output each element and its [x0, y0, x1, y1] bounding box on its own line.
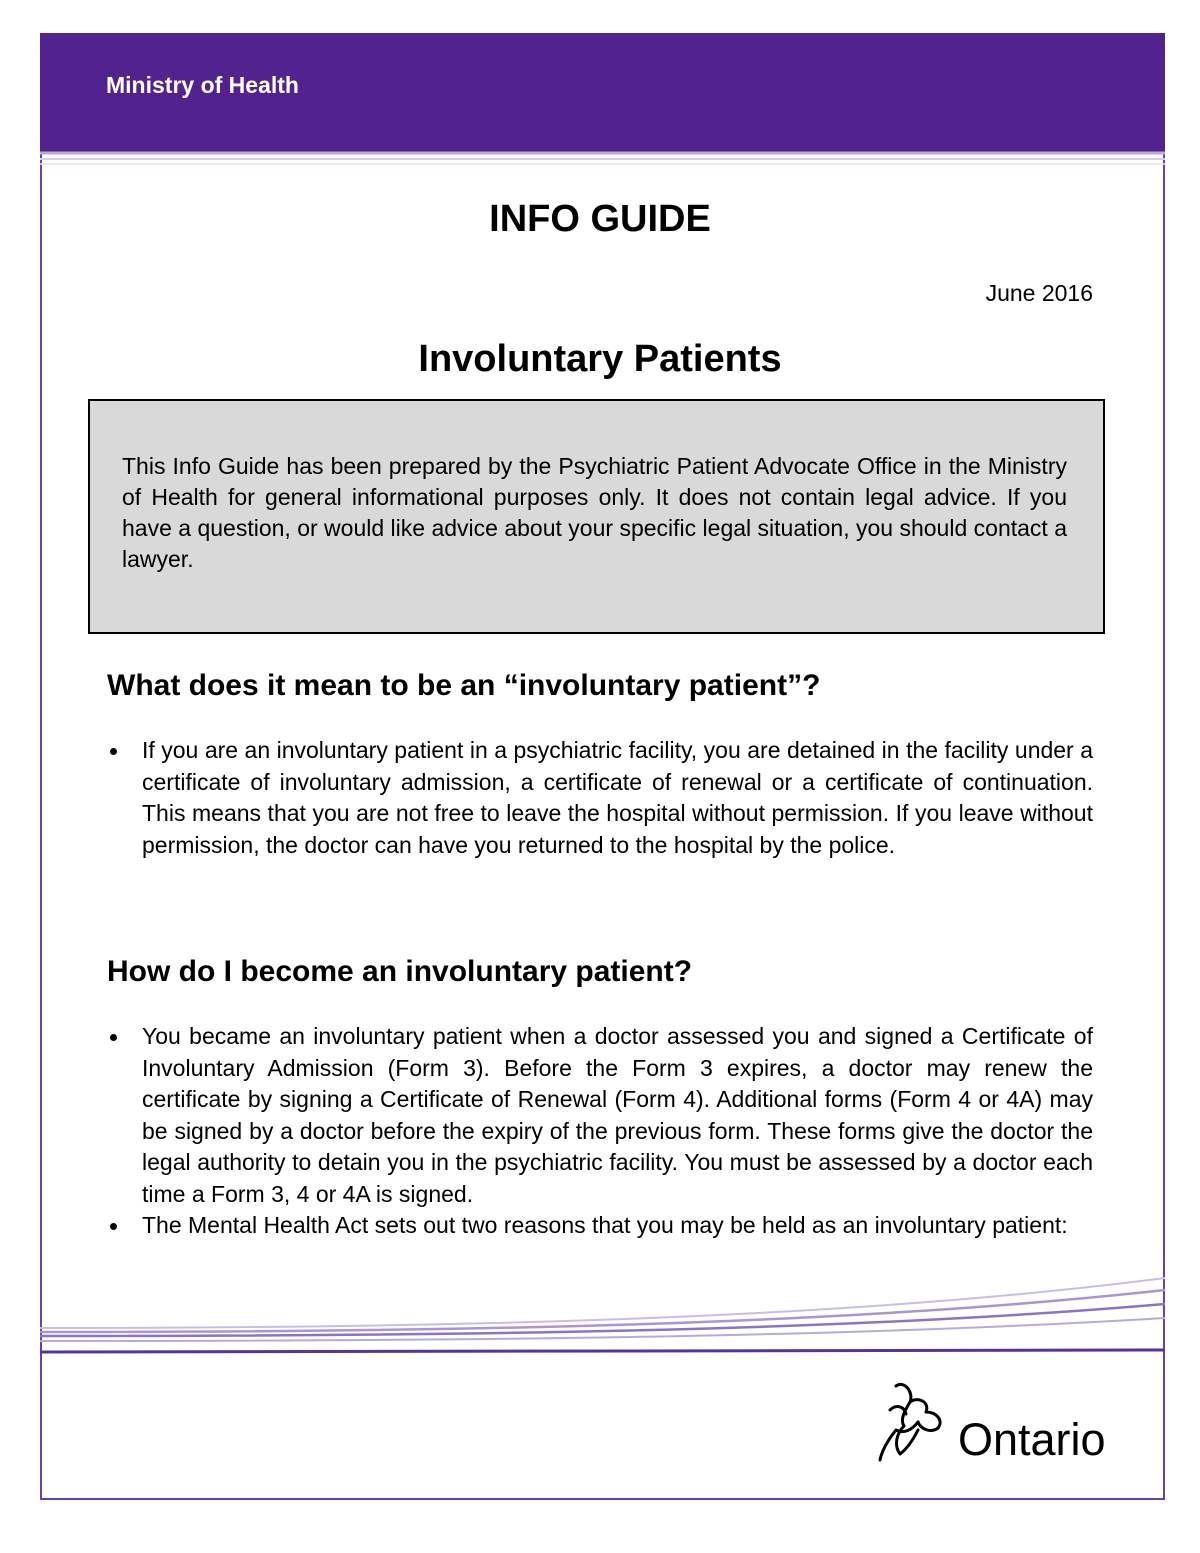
list-item: You became an involuntary patient when a doctor assessed you and signed a Certificate of Involuntary Admission (Form 3). Before the Form 3 expires, a doctor may renew the certificate by signing a Certificate of Renewal (Form 4). Additional forms (Form 4 or 4A) may be signed by a doctor before the expiry of the previous form. These forms give the doctor the legal authority to detain you in the psychiatric facility. You must be assessed by a doctor each time a Form 3, 4 or 4A is signed.: [107, 1021, 1093, 1210]
ontario-logo-text: Ontario: [958, 1414, 1106, 1465]
ministry-label: Ministry of Health: [106, 72, 299, 98]
section-heading-become: How do I become an involuntary patient?: [107, 955, 693, 988]
section-heading-meaning: What does it mean to be an “involuntary patient”?: [107, 669, 821, 702]
section-become-list: [107, 1021, 1093, 1242]
list-item: If you are an involuntary patient in a psychiatric facility, you are detained in the facility under a certificate of involuntary admission, a certificate of renewal or a certificate of continuation. This means that you are not free to leave the hospital without permission. If you leave without permission, the doctor can have you returned to the hospital by the police.: [107, 735, 1093, 861]
document-subtitle: Involuntary Patients: [418, 338, 782, 380]
disclaimer-text: This Info Guide has been prepared by the Psychiatric Patient Advocate Office in the Ministry of Health for general informational purposes only. It does not contain legal advice. If you have a question, or would like advice about your specific legal situation, you should contact a lawyer.: [122, 453, 1067, 572]
disclaimer-box: [88, 399, 1105, 634]
bullet-icon: [110, 748, 117, 755]
section-meaning-list: [107, 735, 1093, 861]
header-divider: [40, 150, 1165, 170]
bullet-icon: [110, 1223, 117, 1230]
publication-date: June 2016: [985, 280, 1093, 306]
footer-swoosh: [40, 1270, 1165, 1365]
list-item: The Mental Health Act sets out two reasons that you may be held as an involuntary patient:: [107, 1210, 1093, 1242]
page-title: INFO GUIDE: [489, 198, 711, 240]
bullet-icon: [110, 1034, 117, 1041]
